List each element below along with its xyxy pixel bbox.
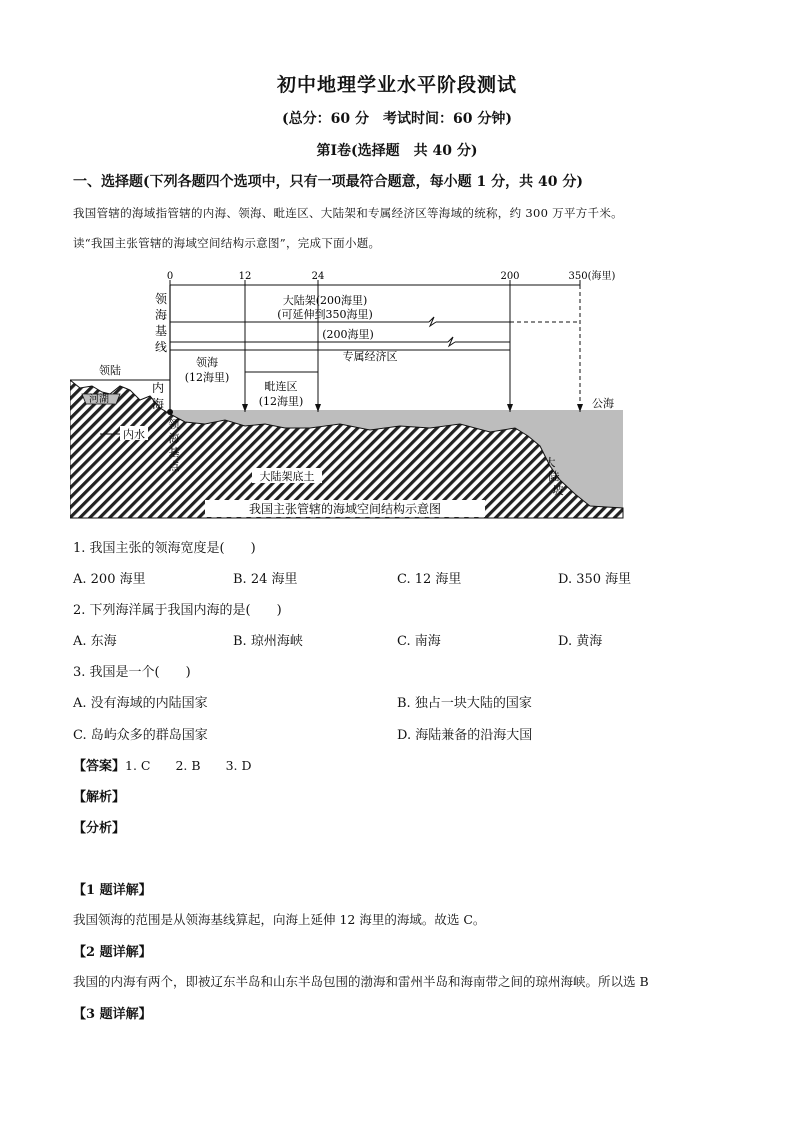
shelf-floor-label: 大陆架底土 bbox=[259, 470, 315, 483]
intro-line-1: 我国管辖的海域指管辖的内海、领海、毗连区、大陆架和专属经济区等海域的统称，约 300 万平方千米。 bbox=[73, 206, 623, 220]
eez-label: 专属经济区 bbox=[342, 350, 398, 363]
q3-option-a[interactable]: A. 没有海域的内陆国家 bbox=[73, 696, 208, 711]
page-title: 初中地理学业水平阶段测试 bbox=[276, 74, 517, 96]
territorial-label-2: (12海里) bbox=[184, 371, 230, 384]
answer-values: 1. C 2. B 3. D bbox=[125, 758, 252, 773]
shelf-label-1: 大陆架(200海里) bbox=[282, 294, 368, 307]
detail-1-text: 我国领海的范围是从领海基线算起，向海上延伸 12 海里的海域。故选 C。 bbox=[73, 912, 486, 927]
detail-2-text: 我国的内海有两个，即被辽东半岛和山东半岛包围的渤海和雷州半岛和海南带之间的琼州海峡。所以选 B bbox=[73, 974, 649, 989]
q3-option-c[interactable]: C. 岛屿众多的群岛国家 bbox=[73, 728, 208, 743]
q2-option-c[interactable]: C. 南海 bbox=[397, 634, 441, 649]
q2-option-b[interactable]: B. 琼州海峡 bbox=[233, 634, 303, 649]
maritime-zones-diagram bbox=[70, 268, 630, 520]
eez-distance: (200海里) bbox=[322, 328, 374, 341]
question-1-stem: 1. 我国主张的领海宽度是( ) bbox=[73, 541, 256, 556]
intro-line-2: 读“我国主张管辖的海域空间结构示意图”，完成下面小题。 bbox=[73, 236, 381, 250]
fenxi-label: 【分析】 bbox=[73, 821, 126, 836]
territorial-label-1: 领海 bbox=[196, 356, 218, 369]
q2-option-a[interactable]: A. 东海 bbox=[73, 634, 117, 649]
diagram-caption: 我国主张管辖的海域空间结构示意图 bbox=[248, 502, 442, 516]
q2-option-d[interactable]: D. 黄海 bbox=[558, 634, 603, 649]
tick-24: 24 bbox=[311, 271, 325, 282]
tick-0: 0 bbox=[166, 271, 174, 282]
tick-200: 200 bbox=[500, 271, 520, 282]
answer-label: 【答案】 bbox=[73, 759, 126, 774]
q3-option-b[interactable]: B. 独占一块大陆的国家 bbox=[397, 696, 532, 711]
question-3-stem: 3. 我国是一个( ) bbox=[73, 665, 191, 680]
shelf-label-2: (可延伸到350海里) bbox=[277, 308, 373, 321]
q1-option-a[interactable]: A. 200 海里 bbox=[73, 572, 146, 587]
high-seas-label: 公海 bbox=[592, 397, 614, 410]
q1-option-b[interactable]: B. 24 海里 bbox=[233, 572, 298, 587]
q1-option-d[interactable]: D. 350 海里 bbox=[558, 572, 632, 587]
detail-2-label: 【2 题详解】 bbox=[73, 945, 152, 960]
contiguous-label-2: (12海里) bbox=[258, 395, 304, 408]
detail-1-label: 【1 题详解】 bbox=[73, 883, 152, 898]
q3-option-d[interactable]: D. 海陆兼备的沿海大国 bbox=[397, 728, 533, 743]
tick-12: 12 bbox=[238, 271, 252, 282]
tick-350: 350(海里) bbox=[568, 271, 616, 282]
inland-water-label: 内水 bbox=[123, 428, 145, 441]
inland-sea-label: 内海 bbox=[151, 381, 165, 411]
part-heading: 第Ⅰ卷(选择题 共 40 分) bbox=[316, 143, 478, 159]
slope-label: 大陆坡 bbox=[544, 456, 564, 497]
q1-option-c[interactable]: C. 12 海里 bbox=[397, 572, 462, 587]
lake-label: 河湖 bbox=[89, 394, 109, 405]
contiguous-label-1: 毗连区 bbox=[264, 380, 298, 393]
answer-block bbox=[73, 755, 252, 774]
baseline-label: 领海基线 bbox=[154, 292, 168, 354]
basepoint-label: 领海基点 bbox=[168, 418, 180, 473]
exam-info: (总分：60 分 考试时间：60 分钟) bbox=[282, 111, 512, 127]
question-2-stem: 2. 下列海洋属于我国内海的是( ) bbox=[73, 603, 282, 618]
land-label: 领陆 bbox=[99, 364, 121, 377]
analysis-label: 【解析】 bbox=[73, 790, 126, 805]
section-header: 一、选择题(下列各题四个选项中，只有一项最符合题意，每小题 1 分，共 40 分) bbox=[73, 174, 583, 190]
detail-3-label: 【3 题详解】 bbox=[73, 1007, 152, 1022]
